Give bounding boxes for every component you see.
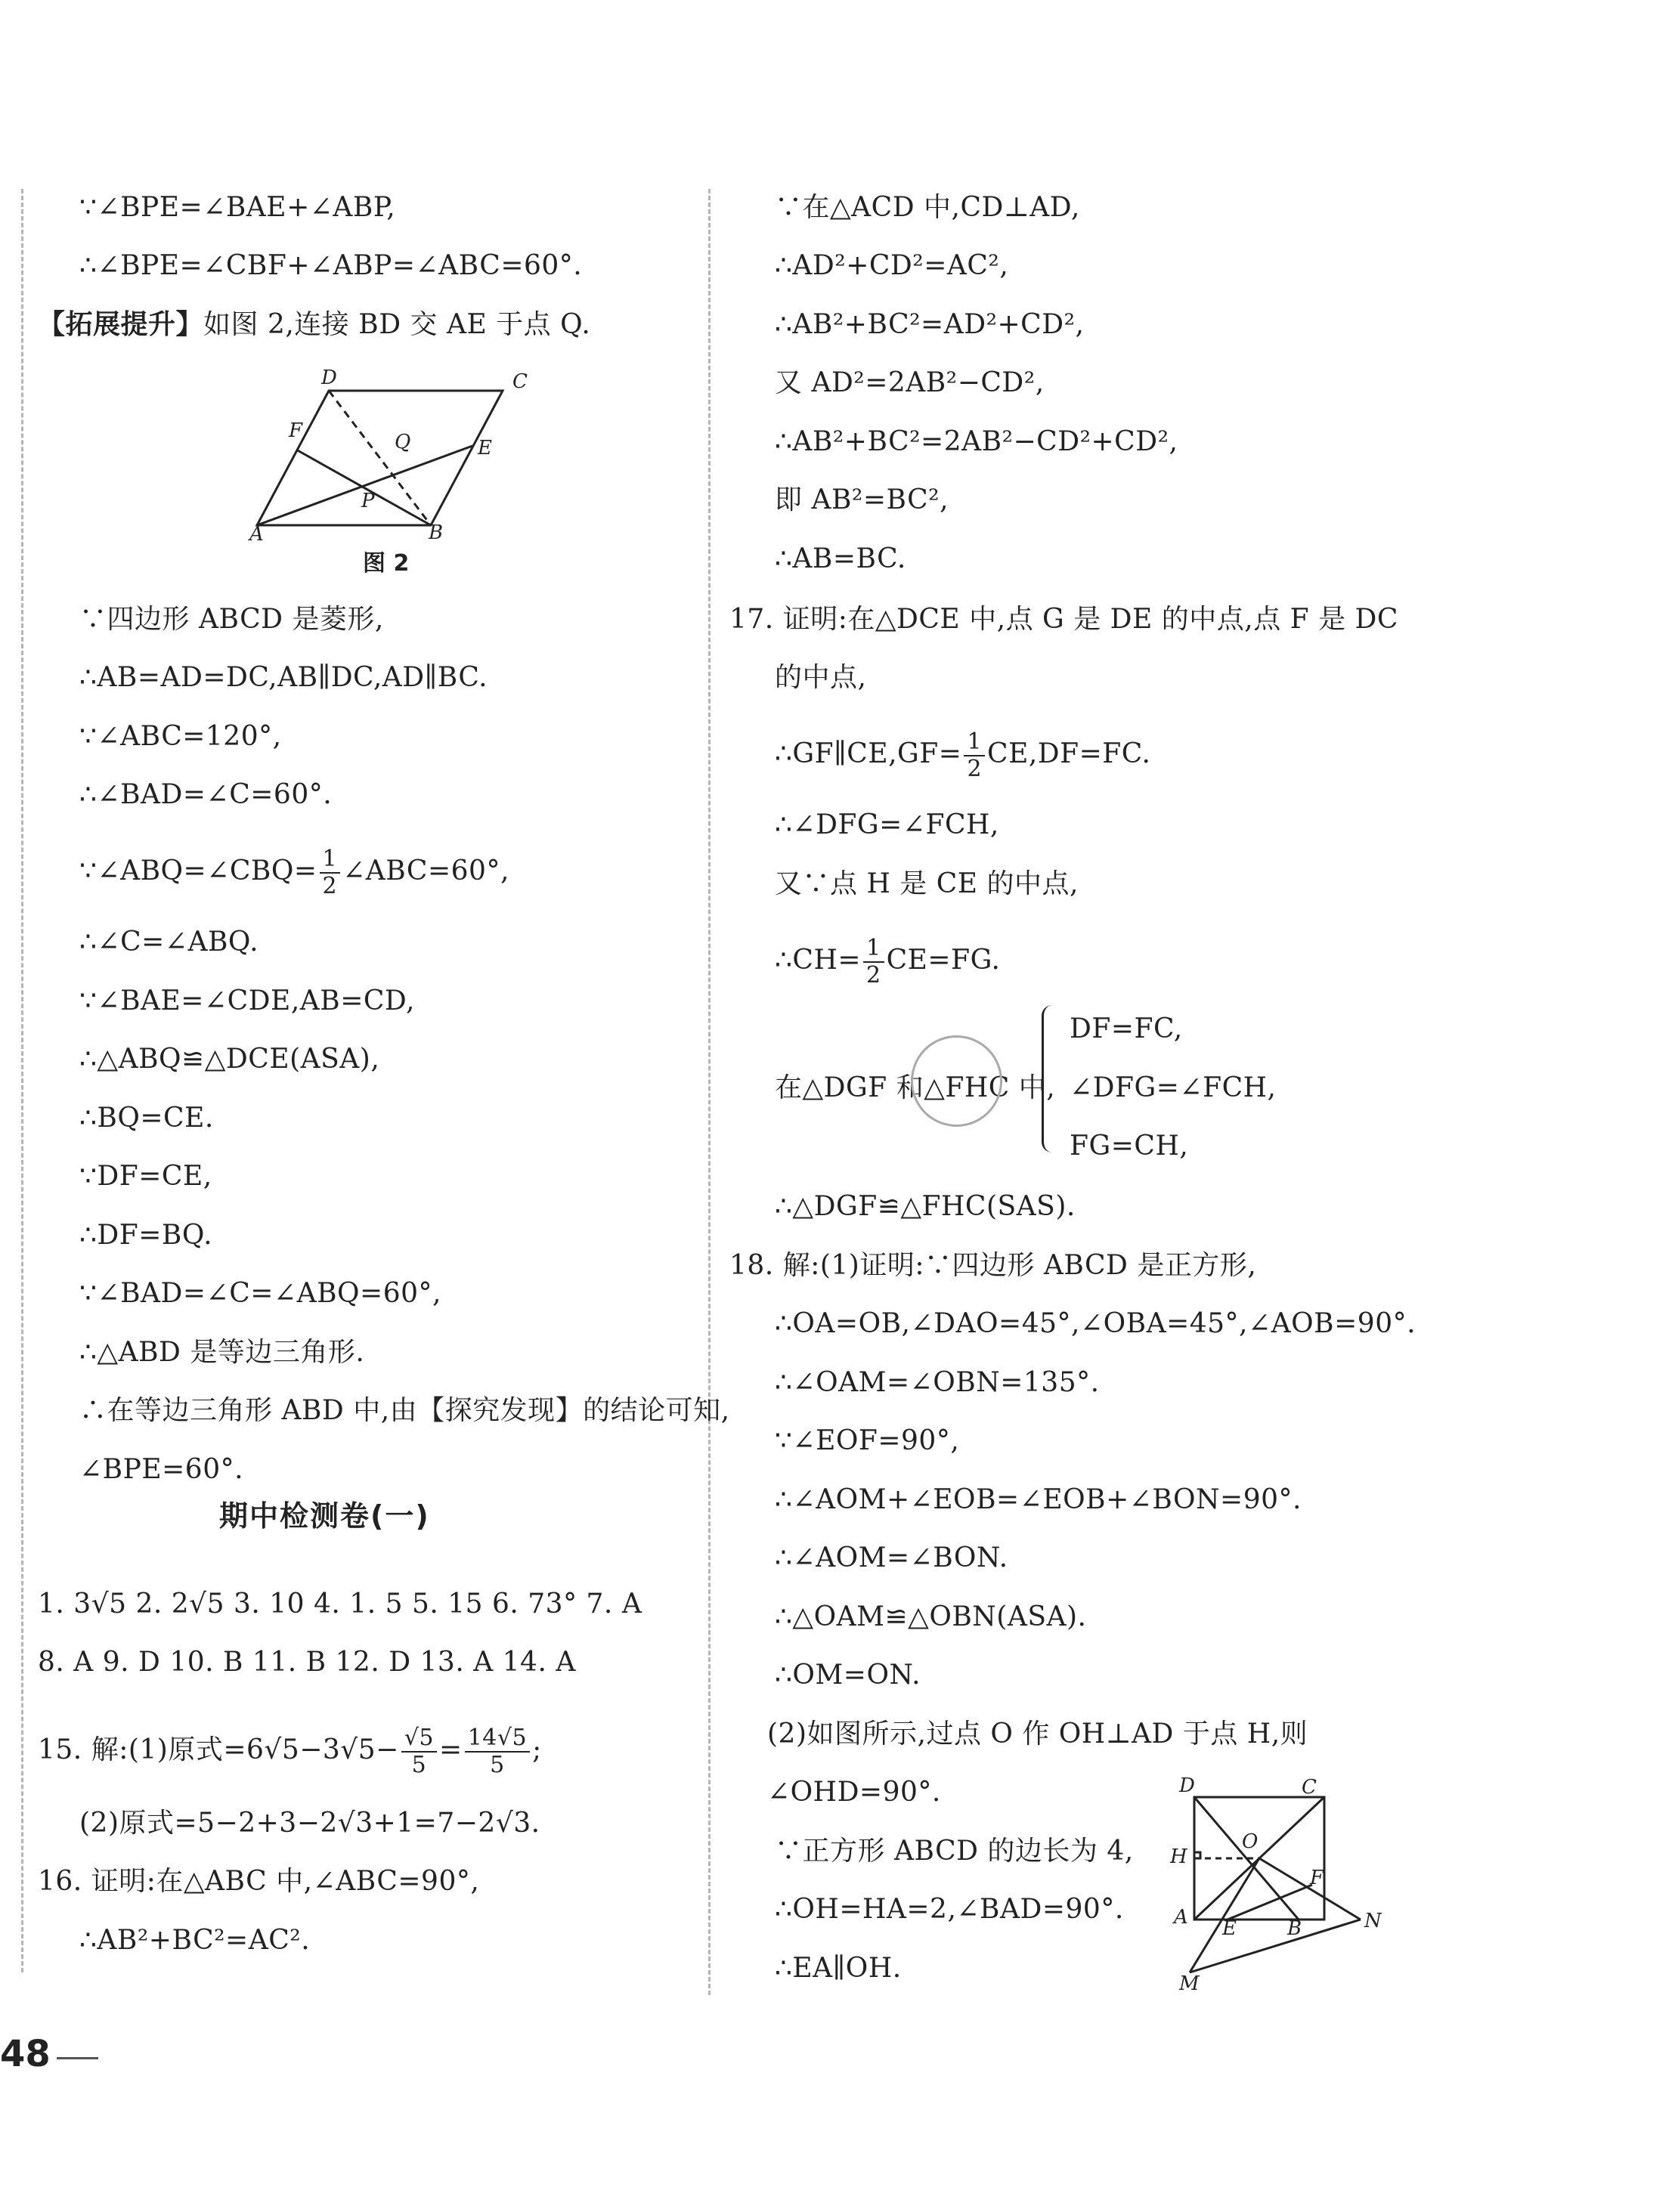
fraction-denominator: 2 [866,962,881,988]
segment-ae [257,446,472,525]
text-line: ∵DF=CE, [79,1161,212,1192]
fig-label-f: F [1310,1867,1324,1889]
text-line: ∵∠EOF=90°, [775,1425,960,1456]
fig-label-c: C [1302,1776,1317,1799]
fig-label-h: H [1170,1845,1187,1868]
text-line: ∵∠ABC=120°, [79,721,282,752]
watermark-stamp [900,1025,1012,1137]
text-line: ∴在等边三角形 ABD 中,由【探究发现】的结论可知, [79,1395,730,1426]
text-span: = [439,1734,463,1765]
text-line: ∴△ABQ≌△DCE(ASA), [79,1044,380,1075]
fig-label-e: E [1222,1917,1237,1940]
text-line: ∴△ABD 是等边三角形. [79,1337,365,1368]
section-title: 期中检测卷(一) [219,1499,430,1533]
text-line [79,846,509,899]
text-line: ∵∠BAD=∠C=∠ABQ=60°, [79,1278,441,1309]
text-line [775,936,1001,988]
fraction-numerator: 1 [964,729,985,756]
text-span: 如图 2,连接 BD 交 AE 于点 Q. [203,309,591,340]
text-line [38,306,590,344]
fig-label-o: O [1242,1830,1259,1853]
figure-caption: 图 2 [363,550,410,577]
text-span: ∵∠ABQ=∠CBQ= [79,855,317,886]
text-line: ∠OHD=90°. [767,1777,941,1808]
text-line: 的中点, [775,662,867,693]
fraction-denominator: 5 [490,1752,505,1778]
text-line: ∴∠C=∠ABQ. [79,927,259,958]
fraction-numerator: 1 [863,936,884,963]
text-line: ∵∠BAE=∠CDE,AB=CD, [79,985,415,1016]
text-line: ∵在△ACD 中,CD⊥AD, [775,192,1080,223]
text-line: ∴AB²+BC²=AD²+CD², [775,309,1085,340]
text-span: ∴CH= [775,945,862,976]
page-number: 48 [0,2033,51,2075]
fig-label-m: M [1179,1972,1200,1995]
text-line: ∵四边形 ABCD 是菱形, [79,604,384,635]
page-number-dash [57,2057,98,2059]
text-line: ∴∠AOM=∠BON. [775,1542,1008,1573]
fraction-denominator: 2 [967,756,983,782]
segment-mn [1190,1920,1361,1972]
text-span: ; [532,1734,542,1765]
text-line [775,729,1151,782]
fig-label-b: B [1287,1917,1302,1940]
text-line: ∴∠BPE=∠CBF+∠ABP=∠ABC=60°. [79,250,583,281]
text-line: 即 AB²=BC², [775,484,949,515]
fraction [401,1725,437,1778]
fraction-half [863,936,884,988]
text-span: CE=FG. [886,945,1001,976]
text-line: ∴∠DFG=∠FCH, [775,809,999,840]
text-line: ∴AB=AD=DC,AB∥DC,AD∥BC. [79,662,488,693]
text-line: ∴△OAM≌△OBN(ASA). [775,1601,1087,1632]
fig-label-a: A [1174,1906,1188,1929]
text-line: ∴AB²+BC²=AC². [79,1925,311,1956]
fig-label-p: P [361,490,375,512]
text-line: ∴AB²+BC²=2AB²−CD²+CD², [775,426,1178,457]
text-span: ∠ABC=60°, [342,855,509,886]
text-line: 又 AD²=2AB²−CD², [775,367,1045,398]
system-line: FG=CH, [1070,1131,1189,1162]
fig-label-e: E [478,437,492,459]
fraction-numerator: √5 [401,1725,437,1753]
segment-bf [296,450,431,525]
text-line: ∴∠AOM+∠EOB=∠EOB+∠BON=90°. [775,1484,1302,1515]
left-margin-rule [21,189,23,1972]
fraction-denominator: 2 [322,873,338,899]
text-line: ∵正方形 ABCD 的边长为 4, [775,1836,1134,1867]
text-line: 18. 解:(1)证明:∵四边形 ABCD 是正方形, [729,1250,1257,1281]
text-line: 16. 证明:在△ABC 中,∠ABC=90°, [38,1866,480,1897]
fraction-numerator: 14√5 [465,1725,530,1753]
system-line: ∠DFG=∠FCH, [1070,1072,1277,1103]
fraction-half [964,729,985,782]
text-line: 17. 证明:在△DCE 中,点 G 是 DE 的中点,点 F 是 DC [729,604,1398,635]
text-line: ∴OH=HA=2,∠BAD=90°. [775,1894,1124,1925]
text-line: ∴∠BAD=∠C=60°. [79,779,333,810]
answer-line: 1. 3√5 2. 2√5 3. 10 4. 1. 5 5. 15 6. 73° 7. A [38,1589,642,1620]
text-line: ∴BQ=CE. [79,1103,214,1134]
text-line: (2)原式=5−2+3−2√3+1=7−2√3. [79,1808,540,1839]
text-line: ∴EA∥OH. [775,1953,902,1984]
fig-label-n: N [1364,1910,1382,1932]
fig-label-d: D [321,367,337,389]
diagonal-bd [329,391,431,525]
text-line: ∴∠OAM=∠OBN=135°. [775,1367,1100,1398]
text-line: ∴DF=BQ. [79,1220,213,1251]
text-line: ∴AD²+CD²=AC², [775,250,1009,281]
tag-label: 【拓展提升】 [38,309,204,340]
text-line: ∴OA=OB,∠DAO=45°,∠OBA=45°,∠AOB=90°. [775,1308,1416,1339]
text-line: ∵∠BPE=∠BAE+∠ABP, [79,192,396,223]
fig-label-d: D [1179,1774,1195,1797]
text-span: CE,DF=FC. [987,738,1151,769]
text-line: 在△DGF 和△FHC 中, [775,1072,1056,1103]
answer-line: 8. A 9. D 10. B 11. B 12. D 13. A 14. A [38,1647,576,1678]
text-span: ∴GF∥CE,GF= [775,738,962,769]
fig-label-c: C [512,370,528,393]
fraction-numerator: 1 [320,846,341,874]
fraction-denominator: 5 [411,1752,427,1778]
fig-label-f: F [289,419,303,442]
text-line: ∠BPE=60°. [79,1454,244,1485]
fraction-half [320,846,341,899]
text-line [38,1725,542,1778]
fig-label-a: A [249,523,264,546]
column-divider [708,189,711,1995]
text-line: ∴OM=ON. [775,1660,921,1691]
fraction [465,1725,530,1778]
text-span: 15. 解:(1)原式=6√5−3√5− [38,1734,399,1765]
right-angle-mark [1194,1852,1200,1858]
system-line: DF=FC, [1070,1013,1183,1044]
text-line: ∴AB=BC. [775,543,906,574]
system-brace [1042,1005,1059,1152]
text-line: ∴△DGF≌△FHC(SAS). [775,1191,1076,1222]
figure-square [1179,1791,1376,1988]
text-line: (2)如图所示,过点 O 作 OH⊥AD 于点 H,则 [767,1719,1308,1749]
fig-label-q: Q [395,431,411,453]
fig-label-b: B [429,521,444,544]
text-line: 又∵点 H 是 CE 的中点, [775,868,1079,899]
